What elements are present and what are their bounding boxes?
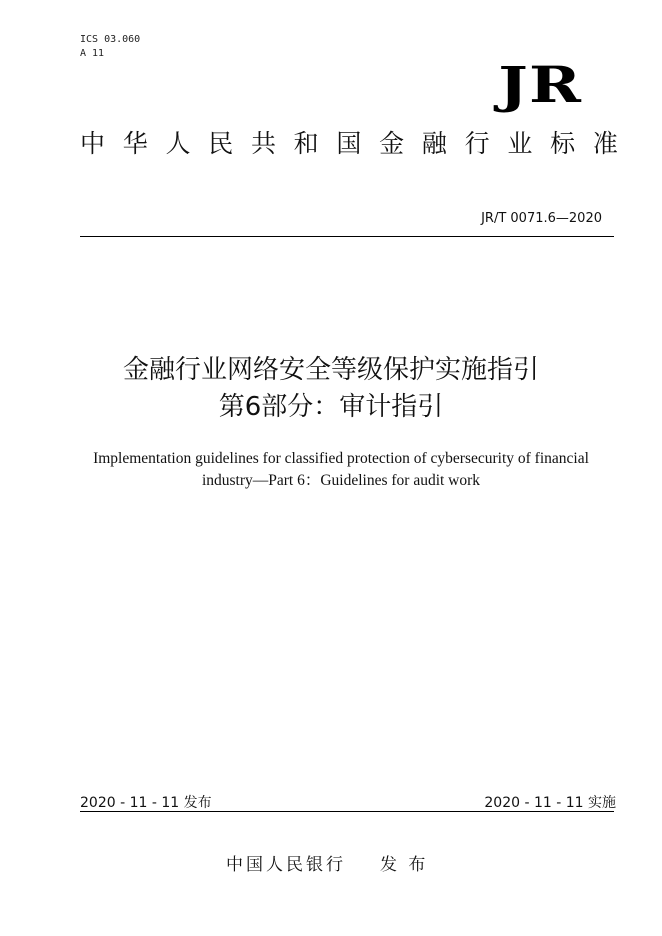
standard-name-char: 标 [550, 129, 576, 158]
issue-word: 发 布 [380, 855, 429, 875]
issuing-authority [226, 850, 428, 875]
top-divider [80, 236, 614, 237]
jr-logo: JR [497, 55, 582, 114]
chinese-title-line-2: 第6部分：审计指引 [218, 392, 444, 422]
standard-category-name [80, 126, 618, 162]
issuer-name: 中国人民银行 [226, 855, 346, 875]
class-code: A 11 [80, 48, 105, 59]
standard-name-char: 人 [165, 129, 191, 158]
standard-name-char: 中 [80, 129, 106, 158]
standard-name-char: 准 [592, 129, 618, 158]
standard-name-char: 民 [208, 129, 234, 158]
standard-name-char: 国 [336, 129, 362, 158]
publish-date: 2020 - 11 - 11 发布 [80, 795, 212, 811]
bottom-divider [80, 811, 614, 812]
ics-code: ICS 03.060 [80, 34, 141, 45]
standard-name-char: 金 [379, 129, 405, 158]
english-title [80, 448, 602, 492]
standard-name-char: 共 [250, 129, 276, 158]
standard-name-char: 行 [464, 129, 490, 158]
english-title-line-1: Implementation guidelines for classified protection of cybersecurity of financial [93, 450, 589, 467]
standard-name-char: 业 [507, 129, 533, 158]
standard-name-char: 华 [122, 129, 148, 158]
chinese-title-line-1: 金融行业网络安全等级保护实施指引 [122, 355, 539, 385]
english-title-line-2: industry—Part 6：Guidelines for audit work [201, 472, 481, 489]
classification-codes [80, 33, 140, 61]
standard-name-char: 融 [421, 129, 447, 158]
implement-date: 2020 - 11 - 11 实施 [484, 795, 616, 811]
standard-name-char: 和 [293, 129, 319, 158]
standard-code: JR/T 0071.6—2020 [481, 211, 602, 226]
chinese-title [0, 352, 662, 426]
